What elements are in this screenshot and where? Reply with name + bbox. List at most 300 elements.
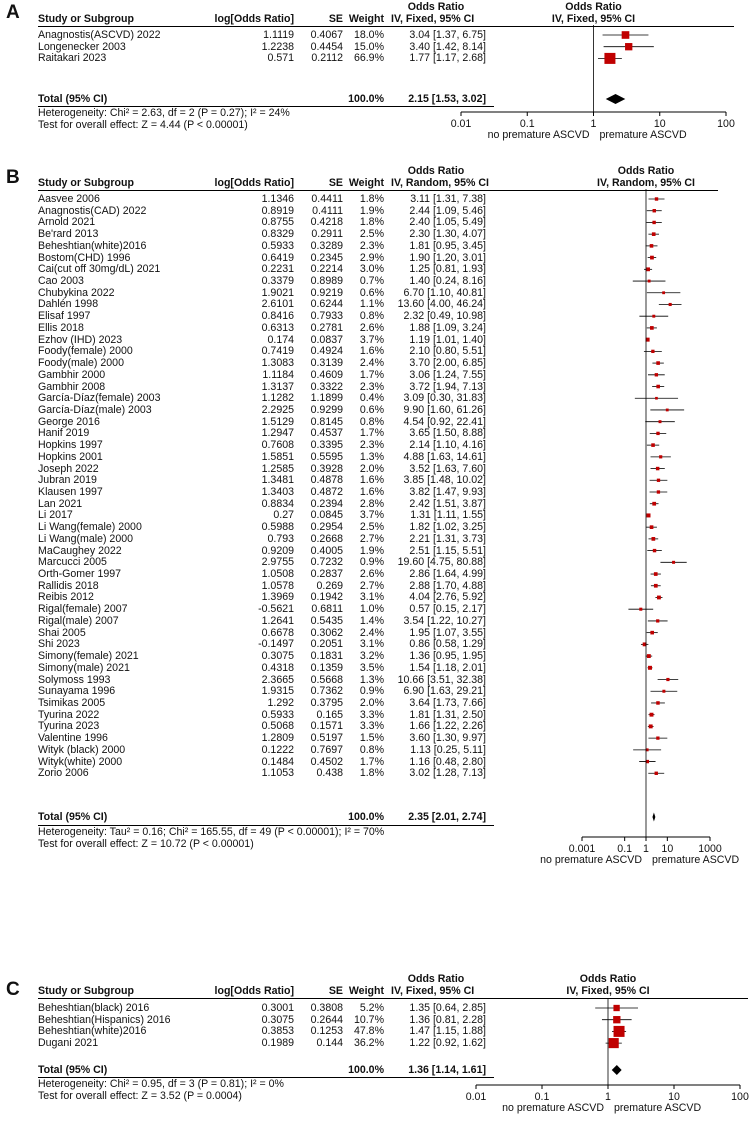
study-weight: 2.3% (359, 239, 384, 252)
x-tick-label: 10 (661, 843, 674, 855)
study-name: Rallidis 2018 (38, 579, 99, 592)
point-estimate-square (651, 350, 654, 353)
study-se: 0.4411 (311, 193, 343, 205)
study-log-or: 1.5129 (261, 415, 294, 428)
study-weight: 3.3% (359, 720, 384, 733)
study-se: 0.2112 (311, 52, 343, 65)
study-log-or: 2.3665 (261, 673, 294, 686)
study-ci: 4.88 [1.63, 14.61] (403, 450, 486, 463)
total-ci: 2.15 [1.53, 3.02] (408, 93, 486, 105)
study-se: 1.1899 (310, 392, 343, 405)
total-ci: 1.36 [1.14, 1.61] (408, 1064, 486, 1076)
study-se: 0.4502 (310, 755, 343, 768)
study-se: 0.2394 (310, 497, 343, 510)
study-ci: 3.54 [1.22, 10.27] (403, 614, 486, 627)
study-log-or: 1.3481 (261, 474, 294, 487)
study-name: Valentine 1996 (38, 732, 108, 745)
axis-right-label: premature ASCVD (599, 129, 687, 141)
study-log-or: 2.6101 (261, 298, 294, 311)
total-weight: 100.0% (348, 811, 384, 823)
study-weight: 2.4% (359, 626, 384, 639)
study-name: Beheshtian(black) 2016 (38, 1002, 150, 1014)
study-se: 0.2051 (310, 638, 343, 651)
axis-left-label: no premature ASCVD (487, 129, 590, 141)
study-ci: 10.66 [3.51, 32.38] (397, 673, 486, 686)
study-ci: 3.09 [0.30, 31.83] (403, 392, 486, 405)
study-weight: 2.7% (359, 532, 384, 545)
study-se: 0.4609 (310, 368, 343, 381)
study-weight: 2.8% (359, 497, 384, 510)
study-se: 0.269 (316, 579, 343, 592)
point-estimate-square (656, 619, 659, 622)
study-se: 0.6244 (310, 298, 343, 311)
total-label: Total (95% CI) (38, 811, 108, 823)
total-weight: 100.0% (348, 93, 384, 105)
study-ci: 4.54 [0.92, 22.41] (403, 415, 486, 428)
overall-effect-text: Test for overall effect: Z = 10.72 (P < 0.00001) (38, 837, 254, 850)
x-tick-label: 0.01 (465, 1091, 487, 1103)
study-ci: 3.40 [1.42, 8.14] (409, 40, 486, 53)
study-log-or: 1.0578 (261, 579, 294, 592)
col-header-log-or: log[Odds Ratio] (214, 13, 294, 25)
plot-header-odds-ratio: Odds Ratio (579, 973, 637, 985)
study-name: Wityk (black) 2000 (38, 743, 126, 756)
point-estimate-square (652, 315, 655, 318)
point-estimate-square (613, 1016, 620, 1023)
study-log-or: 0.1484 (261, 755, 294, 768)
study-se: 0.6811 (311, 603, 343, 616)
study-weight: 1.0% (359, 603, 384, 616)
forest-panel-b (0, 161, 750, 951)
study-name: Foody(female) 2000 (38, 345, 133, 358)
study-name: Be'rard 2013 (38, 228, 99, 241)
study-se: 0.4111 (312, 204, 343, 217)
point-estimate-square (657, 490, 660, 493)
study-se: 0.4218 (310, 216, 343, 229)
study-weight: 10.7% (353, 1013, 384, 1026)
study-weight: 1.5% (359, 732, 384, 745)
study-weight: 66.9% (353, 52, 384, 65)
study-weight: 36.2% (353, 1037, 384, 1050)
study-weight: 1.7% (359, 427, 384, 440)
point-estimate-square (652, 502, 656, 506)
study-name: Marcucci 2005 (38, 556, 107, 569)
study-ci: 13.60 [4.00, 46.24] (397, 298, 486, 311)
study-log-or: 1.2809 (261, 732, 294, 745)
study-weight: 0.4% (359, 392, 384, 405)
panel-label: C (6, 979, 20, 1000)
point-estimate-square (656, 467, 659, 470)
study-weight: 1.6% (359, 345, 384, 358)
point-estimate-square (649, 724, 653, 728)
study-name: Cao 2003 (38, 275, 84, 288)
study-ci: 1.25 [0.81, 1.93] (409, 263, 486, 276)
study-ci: 3.60 [1.30, 9.97] (409, 732, 486, 745)
study-ci: 1.22 [0.92, 1.62] (409, 1037, 486, 1050)
study-weight: 2.9% (359, 251, 384, 264)
study-log-or: 1.3969 (261, 591, 294, 604)
study-ci: 1.95 [1.07, 3.55] (409, 626, 486, 639)
study-weight: 2.6% (359, 568, 384, 581)
study-ci: 6.70 [1.10, 40.81] (403, 286, 486, 299)
study-name: Hopkins 1997 (38, 439, 103, 452)
study-se: 0.1359 (310, 661, 343, 674)
study-log-or: 1.0508 (261, 568, 294, 581)
total-label: Total (95% CI) (38, 1064, 108, 1076)
point-estimate-square (654, 572, 658, 576)
study-name: Beheshtian(white)2016 (38, 239, 147, 252)
study-log-or: 1.9021 (261, 286, 294, 299)
study-ci: 1.54 [1.18, 2.01] (409, 661, 486, 674)
study-weight: 2.3% (359, 380, 384, 393)
study-weight: 0.7% (359, 275, 384, 288)
study-ci: 1.90 [1.20, 3.01] (409, 251, 486, 264)
study-log-or: 1.9315 (261, 685, 294, 698)
study-name: Lan 2021 (38, 497, 83, 510)
x-tick-label: 10 (668, 1091, 680, 1103)
study-name: Rigal(male) 2007 (38, 614, 119, 627)
study-weight: 1.9% (359, 544, 384, 557)
study-se: 0.3322 (310, 380, 343, 393)
point-estimate-square (650, 244, 654, 248)
study-se: 0.0837 (310, 333, 343, 346)
study-ci: 0.86 [0.58, 1.29] (409, 638, 486, 651)
study-name: Zorio 2006 (38, 767, 89, 780)
study-se: 0.7697 (310, 743, 343, 756)
study-ci: 2.86 [1.64, 4.99] (409, 568, 486, 581)
panel-label: B (6, 167, 20, 188)
heterogeneity-text: Heterogeneity: Chi² = 0.95, df = 3 (P = 0.81); I² = 0% (38, 1078, 284, 1090)
point-estimate-square (651, 537, 655, 541)
study-weight: 0.8% (359, 743, 384, 756)
study-log-or: 0.5988 (261, 521, 294, 534)
study-ci: 2.14 [1.10, 4.16] (409, 439, 486, 452)
study-ci: 2.51 [1.15, 5.51] (409, 544, 486, 557)
point-estimate-square (652, 232, 656, 236)
point-estimate-square (656, 736, 659, 739)
point-estimate-square (609, 1038, 619, 1048)
study-name: Raitakari 2023 (38, 52, 107, 65)
study-weight: 0.6% (359, 403, 384, 416)
study-name: Gambhir 2000 (38, 368, 106, 381)
point-estimate-square (662, 291, 665, 294)
study-ci: 2.40 [1.05, 5.49] (409, 216, 486, 229)
study-weight: 2.7% (359, 579, 384, 592)
study-se: 0.8989 (310, 275, 343, 288)
study-ci: 1.77 [1.17, 2.68] (409, 52, 486, 65)
study-ci: 1.82 [1.02, 3.25] (409, 521, 486, 534)
col-header-log-or: log[Odds Ratio] (214, 985, 294, 997)
summary-diamond (606, 94, 626, 104)
study-se: 0.4005 (310, 544, 343, 557)
study-weight: 3.7% (359, 333, 384, 346)
plot-header-odds-ratio: Odds Ratio (617, 165, 675, 177)
study-log-or: 0.27 (273, 509, 294, 522)
study-weight: 1.9% (359, 204, 384, 217)
study-ci: 1.36 [0.81, 2.28] (409, 1013, 486, 1026)
study-log-or: 0.8919 (261, 204, 294, 217)
total-ci: 2.35 [2.01, 2.74] (408, 811, 486, 823)
point-estimate-square (656, 361, 660, 365)
study-name: Bostom(CHD) 1996 (38, 251, 131, 264)
study-log-or: 0.571 (267, 52, 294, 65)
study-log-or: 0.6678 (261, 626, 294, 639)
plot-header-ci: IV, Fixed, 95% CI (551, 13, 636, 25)
study-name: Dahlén 1998 (38, 298, 99, 311)
study-name: Orth-Gomer 1997 (38, 568, 122, 581)
study-ci: 1.36 [0.95, 1.95] (409, 650, 486, 663)
point-estimate-square (653, 549, 656, 552)
study-ci: 0.57 [0.15, 2.17] (409, 603, 486, 616)
overall-effect-text: Test for overall effect: Z = 3.52 (P = 0.0004) (38, 1089, 242, 1102)
study-se: 0.3795 (310, 696, 343, 709)
study-log-or: 2.9755 (261, 556, 294, 569)
study-log-or: 0.3075 (261, 650, 294, 663)
study-weight: 1.3% (359, 673, 384, 686)
study-name: Sunayama 1996 (38, 685, 116, 698)
study-log-or: 0.8834 (261, 497, 294, 510)
x-tick-label: 0.1 (534, 1091, 550, 1103)
point-estimate-square (625, 43, 632, 50)
axis-right-label: premature ASCVD (614, 1102, 702, 1114)
study-weight: 2.4% (359, 357, 384, 370)
study-log-or: 1.2641 (261, 614, 294, 627)
study-log-or: 1.1282 (261, 392, 294, 405)
study-weight: 2.0% (359, 462, 384, 475)
study-weight: 2.0% (359, 696, 384, 709)
x-tick-label: 1 (605, 1091, 611, 1103)
study-weight: 0.9% (359, 556, 384, 569)
study-weight: 1.1% (359, 298, 384, 311)
study-log-or: 0.6419 (261, 251, 294, 264)
col-header-se: SE (328, 985, 343, 997)
summary-diamond (652, 813, 655, 822)
study-name: Chubykina 2022 (38, 286, 115, 299)
study-log-or: 1.3403 (261, 486, 294, 498)
study-ci: 2.42 [1.51, 3.87] (409, 497, 486, 510)
point-estimate-square (657, 596, 661, 600)
study-ci: 1.81 [0.95, 3.45] (409, 239, 486, 252)
col-header-se: SE (328, 13, 343, 25)
study-log-or: 0.6313 (261, 321, 294, 334)
study-log-or: 1.1119 (263, 29, 294, 41)
forest-panel-a (0, 0, 750, 140)
study-ci: 1.40 [0.24, 8.16] (409, 275, 486, 288)
study-log-or: 1.5851 (261, 450, 294, 463)
plot-header-ci: IV, Fixed, 95% CI (566, 985, 650, 997)
study-se: 0.5668 (310, 673, 343, 686)
point-estimate-square (650, 713, 654, 717)
study-se: 0.2668 (310, 532, 343, 545)
study-se: 0.1253 (310, 1025, 343, 1038)
plot-header-odds-ratio: Odds Ratio (565, 1, 622, 13)
heterogeneity-text: Heterogeneity: Chi² = 2.63, df = 2 (P = 0.27); I² = 24% (38, 107, 290, 119)
col-header-se: SE (328, 177, 343, 189)
study-log-or: 1.292 (267, 696, 294, 709)
study-ci: 3.06 [1.24, 7.55] (409, 368, 486, 381)
study-se: 0.4878 (310, 474, 343, 487)
study-log-or: 1.2947 (261, 427, 294, 440)
study-se: 0.2214 (310, 263, 343, 276)
study-ci: 3.04 [1.37, 6.75] (409, 29, 486, 41)
point-estimate-square (639, 608, 642, 611)
point-estimate-square (655, 772, 658, 775)
study-weight: 18.0% (353, 29, 384, 41)
study-se: 0.1571 (310, 720, 343, 733)
study-ci: 1.31 [1.11, 1.55] (410, 509, 486, 522)
study-se: 0.7933 (310, 310, 343, 323)
study-weight: 1.6% (359, 486, 384, 498)
point-estimate-square (650, 256, 654, 260)
study-log-or: 0.4318 (261, 661, 294, 674)
study-se: 0.0845 (310, 509, 343, 522)
study-se: 0.5595 (310, 450, 343, 463)
study-weight: 1.8% (359, 216, 384, 229)
study-log-or: 0.3001 (261, 1002, 294, 1014)
study-se: 0.165 (316, 708, 343, 721)
axis-right-label: premature ASCVD (652, 854, 740, 866)
study-weight: 1.8% (359, 193, 384, 205)
axis-left-label: no premature ASCVD (540, 854, 642, 866)
point-estimate-square (662, 690, 665, 693)
col-header-weight: Weight (348, 177, 384, 189)
study-ci: 1.47 [1.15, 1.88] (409, 1025, 486, 1038)
study-name: García-Díaz(female) 2003 (38, 392, 161, 405)
study-se: 0.144 (316, 1037, 343, 1050)
study-se: 0.4537 (310, 427, 343, 440)
study-se: 0.1942 (310, 591, 343, 604)
total-label: Total (95% CI) (38, 93, 108, 105)
x-tick-label: 1000 (698, 843, 722, 855)
study-weight: 3.1% (359, 638, 384, 651)
study-name: MaCaughey 2022 (38, 544, 122, 557)
study-se: 0.3928 (310, 462, 343, 475)
study-se: 0.3139 (310, 357, 343, 370)
study-se: 0.4924 (310, 345, 343, 358)
study-name: Beheshtian(Hispanics) 2016 (38, 1013, 171, 1026)
study-name: Tsimikas 2005 (38, 696, 106, 709)
col-header-odds-ratio: Odds Ratio (407, 1, 465, 13)
col-header-ci: IV, Random, 95% CI (391, 177, 489, 189)
point-estimate-square (654, 584, 658, 588)
point-estimate-square (669, 303, 672, 306)
study-ci: 2.32 [0.49, 10.98] (403, 310, 486, 323)
study-ci: 1.88 [1.09, 3.24] (409, 321, 486, 334)
study-ci: 19.60 [4.75, 80.88] (397, 556, 486, 569)
study-log-or: 0.3379 (261, 275, 294, 288)
study-weight: 1.4% (359, 614, 384, 627)
study-se: 0.2954 (310, 521, 343, 534)
study-log-or: 0.7419 (261, 345, 294, 358)
study-name: Li Wang(female) 2000 (38, 521, 142, 534)
study-name: Anagnostis(CAD) 2022 (38, 204, 147, 217)
study-se: 0.438 (316, 767, 343, 780)
study-name: Tyurina 2023 (38, 720, 100, 733)
study-name: Hopkins 2001 (38, 450, 103, 463)
study-ci: 2.21 [1.31, 3.73] (409, 532, 486, 545)
col-header-study: Study or Subgroup (38, 13, 134, 25)
study-ci: 3.02 [1.28, 7.13] (409, 767, 486, 780)
point-estimate-square (655, 373, 658, 376)
study-name: Shi 2023 (38, 638, 80, 651)
col-header-weight: Weight (348, 985, 384, 997)
study-name: Hanif 2019 (38, 427, 90, 440)
study-se: 0.3808 (310, 1002, 343, 1014)
study-log-or: 1.3137 (261, 380, 294, 393)
study-name: Dugani 2021 (38, 1037, 99, 1050)
point-estimate-square (647, 654, 651, 658)
study-name: Rigal(female) 2007 (38, 603, 128, 616)
study-ci: 4.04 [2.76, 5.92] (409, 591, 486, 604)
study-name: Li Wang(male) 2000 (38, 532, 133, 545)
study-name: Arnold 2021 (38, 216, 96, 229)
point-estimate-square (650, 326, 654, 330)
col-header-study: Study or Subgroup (38, 985, 134, 997)
study-ci: 2.88 [1.70, 4.88] (409, 579, 486, 592)
study-weight: 15.0% (353, 40, 384, 53)
study-se: 0.3062 (310, 626, 343, 639)
study-log-or: 0.5933 (261, 239, 294, 252)
point-estimate-square (650, 631, 654, 635)
study-weight: 1.7% (359, 755, 384, 768)
forest-plot-svg (0, 973, 750, 1139)
study-ci: 9.90 [1.60, 61.26] (403, 403, 486, 416)
study-se: 0.1831 (310, 650, 343, 663)
study-ci: 3.11 [1.31, 7.38] (410, 193, 486, 205)
study-weight: 3.7% (359, 509, 384, 522)
study-weight: 2.6% (359, 321, 384, 334)
study-ci: 1.66 [1.22, 2.26] (409, 720, 486, 733)
study-weight: 1.8% (359, 767, 384, 780)
col-header-ci: IV, Fixed, 95% CI (391, 985, 475, 997)
point-estimate-square (666, 678, 669, 681)
study-name: Elisaf 1997 (38, 310, 91, 323)
x-tick-label: 0.1 (617, 843, 633, 855)
study-weight: 0.8% (359, 415, 384, 428)
study-ci: 3.85 [1.48, 10.02] (403, 474, 486, 487)
study-weight: 0.6% (359, 286, 384, 299)
study-ci: 2.10 [0.80, 5.51] (409, 345, 486, 358)
study-weight: 0.8% (359, 310, 384, 323)
study-log-or: 1.2238 (261, 40, 294, 53)
point-estimate-square (655, 197, 658, 200)
study-log-or: 0.5068 (261, 720, 294, 733)
study-weight: 2.5% (359, 521, 384, 534)
point-estimate-square (655, 397, 658, 400)
point-estimate-square (657, 479, 660, 482)
study-name: Simony(female) 2021 (38, 650, 139, 663)
point-estimate-square (614, 1026, 625, 1037)
axis-left-label: no premature ASCVD (502, 1102, 604, 1114)
study-log-or: -0.5621 (258, 603, 294, 616)
study-name: Gambhir 2008 (38, 380, 106, 393)
study-se: 0.2911 (311, 228, 343, 241)
study-weight: 1.6% (359, 474, 384, 487)
study-log-or: 0.5933 (261, 708, 294, 721)
x-tick-label: 0.1 (519, 118, 535, 130)
col-header-odds-ratio: Odds Ratio (407, 973, 465, 985)
study-se: 0.2644 (310, 1013, 343, 1026)
study-weight: 3.3% (359, 708, 384, 721)
study-log-or: 0.174 (267, 333, 294, 346)
point-estimate-square (652, 221, 655, 224)
study-name: Beheshtian(white)2016 (38, 1025, 147, 1038)
study-weight: 3.5% (359, 661, 384, 674)
study-log-or: 0.8755 (261, 216, 294, 229)
study-name: García-Díaz(male) 2003 (38, 403, 152, 416)
study-ci: 6.90 [1.63, 29.21] (403, 685, 486, 698)
study-ci: 1.19 [1.01, 1.40] (409, 333, 486, 346)
